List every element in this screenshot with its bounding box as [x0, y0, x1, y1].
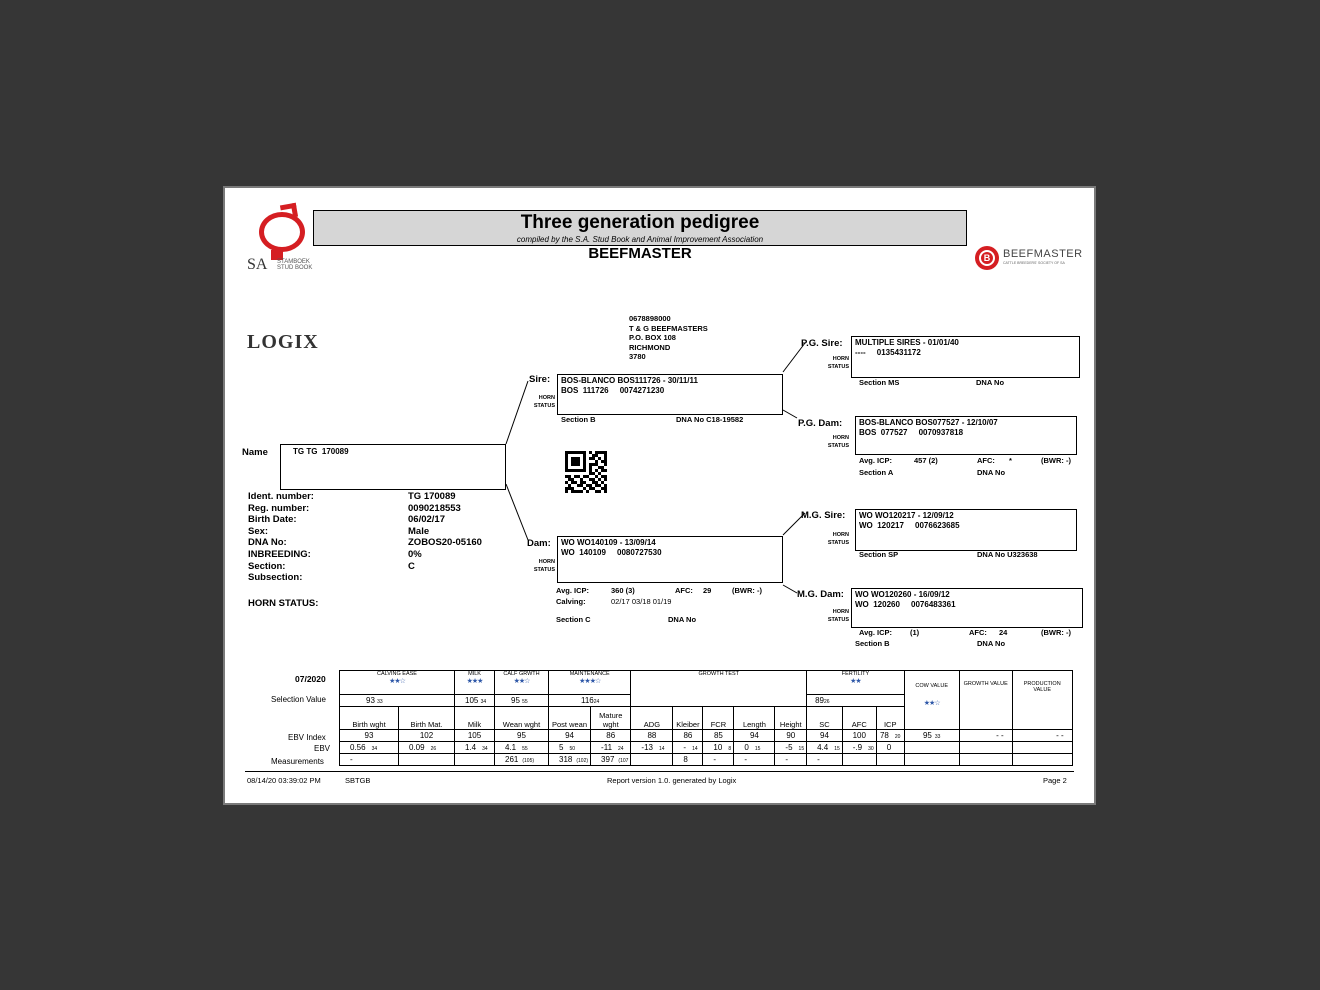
- measurement-empty-cell: [959, 754, 1012, 766]
- ebv-empty-cell: [1012, 742, 1072, 754]
- ebv-index-cell: [399, 730, 455, 742]
- sex-value: Male: [408, 525, 430, 537]
- dna-label: DNA No:: [248, 537, 287, 549]
- subsection-label: Subsection:: [248, 572, 303, 584]
- beefmaster-logo-subtext: CATTLE BREEDERS' SOCIETY OF SA: [1003, 261, 1065, 265]
- ebv-cell: [399, 742, 455, 754]
- sire-line1: BOS-BLANCO BOS111726 - 30/11/11: [561, 376, 698, 385]
- measurement-row: [340, 754, 1073, 766]
- ebv-index-cell: [549, 730, 591, 742]
- calf-growth-selection: 95: [511, 696, 520, 705]
- pg-dam-line2: BOS 077527 0070937818: [859, 428, 964, 437]
- measurement-value: -: [785, 755, 789, 764]
- measurement-cell: [495, 754, 549, 766]
- calving-ease-stars: ★★☆: [389, 678, 405, 685]
- calving-ease-selection-acc: 33: [377, 699, 383, 705]
- ebv-index-value: 86: [683, 731, 693, 740]
- measurement-cell: [734, 754, 775, 766]
- ebv-accuracy: 55: [522, 746, 528, 752]
- ebv-index-value: 100: [852, 731, 866, 740]
- measurement-cell: [842, 754, 876, 766]
- pg-dam-icp: 457 (2): [914, 456, 938, 465]
- ebv-value: 4.1: [505, 743, 517, 752]
- ebv-accuracy: 26: [430, 746, 437, 752]
- measurement-value: 261: [505, 755, 519, 764]
- measurement-value: -: [713, 755, 717, 764]
- birthdate-label: Birth Date:: [248, 514, 297, 526]
- fertility-selection: 89: [815, 696, 825, 705]
- ebv-column-header: Post wean: [549, 707, 591, 730]
- ebv-cell: [673, 742, 703, 754]
- dam-dna: DNA No: [668, 615, 697, 624]
- fertility-selection-acc: 26: [824, 699, 830, 705]
- ebv-cell: [340, 742, 399, 754]
- mg-sire-horn-status: [819, 531, 849, 547]
- ebv-date: 07/2020: [295, 674, 326, 684]
- ebv-index-row: [340, 730, 1073, 742]
- measurement-cell: [549, 754, 591, 766]
- sa-logo-text: SA: [247, 256, 268, 273]
- mg-sire-line2: WO 120217 0076623685: [859, 521, 960, 530]
- measurement-sub: (107: [618, 758, 629, 764]
- ebv-column-header: ADG: [631, 707, 673, 730]
- mg-dam-status-label: STATUS: [827, 617, 849, 623]
- page-title: Three generation pedigree: [520, 212, 760, 233]
- owner-phone: 0678898000: [629, 314, 671, 323]
- ebv-index-value: 95: [517, 731, 526, 740]
- fertility-group: FERTILITY: [841, 671, 870, 677]
- measurement-cell: [399, 754, 455, 766]
- ebv-accuracy: 15: [754, 746, 761, 752]
- calving-ease-group: CALVING EASE: [377, 671, 417, 677]
- ebv-group-row: [340, 671, 1073, 695]
- pg-dam-horn-status: [819, 434, 849, 450]
- measurement-value: -: [817, 755, 820, 764]
- ebv-index-cell: [703, 730, 734, 742]
- logix-logo: LOGIX: [247, 331, 319, 353]
- pg-dam-line1: BOS-BLANCO BOS077527 - 12/10/07: [859, 418, 998, 427]
- sire-line2: BOS 111726 0074271230: [561, 386, 665, 395]
- ebv-value: -5: [785, 743, 793, 752]
- page-subtitle: compiled by the S.A. Stud Book and Animal Improvement Association: [516, 235, 764, 244]
- ebv-value: 1.4: [465, 743, 477, 752]
- production-value-group: PRODUCTION VALUE: [1012, 671, 1072, 730]
- dam-line1: WO WO140109 - 13/09/14: [561, 538, 656, 547]
- sa-logo-line1: STAMBOEK: [277, 259, 310, 265]
- mg-sire-horn-label: HORN: [832, 532, 849, 538]
- dam-status-label: STATUS: [533, 567, 555, 573]
- pg-sire-section: Section MS: [859, 378, 900, 387]
- ebv-value: -: [683, 743, 687, 752]
- ebv-cell: [455, 742, 495, 754]
- ebv-value: 0: [886, 743, 892, 752]
- reg-value: 0090218553: [408, 502, 461, 514]
- sire-dna: DNA No C18-19582: [676, 415, 744, 424]
- ebv-accuracy: 8: [728, 746, 732, 752]
- measurement-sub: (105): [522, 758, 535, 764]
- selection-value-label: Selection Value: [271, 695, 326, 704]
- measurement-cell: [673, 754, 703, 766]
- ebv-index-cell: [631, 730, 673, 742]
- ebv-column-header: Birth Mat.: [399, 707, 455, 730]
- sire-status-label: STATUS: [533, 403, 555, 409]
- dam-box: [557, 536, 783, 583]
- beefmaster-logo-text: BEEFMASTER: [1003, 248, 1083, 260]
- dam-section: Section C: [556, 615, 591, 624]
- mg-sire-line1: WO WO120217 - 12/09/12: [859, 511, 954, 520]
- ebv-column-header: Milk: [455, 707, 495, 730]
- fertility-stars: ★★: [850, 678, 861, 685]
- pg-dam-section: Section A: [859, 468, 894, 477]
- measurements-label: Measurements: [271, 757, 324, 766]
- sa-logo-line2: STUD BOOK: [277, 265, 313, 271]
- measurement-value: 8: [683, 755, 688, 764]
- production-value: - -: [1012, 730, 1072, 742]
- footer-code: SBTGB: [345, 776, 371, 785]
- ebv-accuracy: 34: [482, 746, 488, 752]
- sex-label: Sex:: [248, 525, 269, 537]
- dam-horn-label: HORN: [538, 559, 555, 565]
- dam-label: Dam:: [527, 538, 551, 549]
- ebv-cell: [807, 742, 843, 754]
- mg-sire-box: [855, 509, 1077, 551]
- ebv-index-icp-acc: 20: [894, 734, 901, 740]
- owner-code: 3780: [629, 352, 646, 361]
- milk-selection-acc: 34: [480, 699, 487, 705]
- footer-page: Page 2: [1043, 776, 1067, 785]
- inbreeding-label: INBREEDING:: [248, 548, 311, 560]
- ebv-column-header: Mature wght: [591, 707, 631, 730]
- pg-sire-line2: ---- 0135431172: [855, 348, 921, 357]
- ebv-index-value: 105: [467, 731, 482, 740]
- section-label: Section:: [248, 560, 286, 572]
- milk-selection: 105: [465, 696, 479, 705]
- ebv-column-header: ICP: [876, 707, 904, 730]
- pedigree-document: [223, 186, 1096, 805]
- ebv-accuracy: 24: [618, 746, 624, 752]
- pg-dam-afc-label: AFC:: [977, 456, 995, 465]
- ebv-index-cell: [455, 730, 495, 742]
- ebv-index-value: 94: [749, 731, 759, 740]
- mg-dam-horn-label: HORN: [832, 609, 849, 615]
- calving-ease-selection: 93: [366, 696, 375, 705]
- mg-dam-label: M.G. Dam:: [797, 589, 844, 600]
- ebv-index-value: 85: [713, 731, 723, 740]
- ebv-column-header: Birth wght: [340, 707, 399, 730]
- reg-label: Reg. number:: [248, 502, 310, 514]
- owner-box: P.O. BOX 108: [629, 333, 676, 342]
- mg-dam-section: Section B: [855, 639, 890, 648]
- mg-sire-section: Section SP: [859, 550, 899, 559]
- calf-growth-stars: ★★☆: [513, 678, 530, 685]
- ident-label: Ident. number:: [248, 491, 314, 502]
- ebv-accuracy: 14: [692, 746, 698, 752]
- animal-detail-values: [408, 491, 482, 572]
- ebv-empty-cell: [904, 742, 959, 754]
- ebv-index-value: 94: [820, 731, 829, 740]
- ebv-index-value: 93: [364, 731, 374, 740]
- growth-test-group: GROWTH TEST: [631, 671, 807, 707]
- ebv-index-label: EBV Index: [288, 733, 326, 742]
- ebv-cell: [775, 742, 807, 754]
- ebv-cell: [495, 742, 549, 754]
- pg-sire-line1: MULTIPLE SIRES - 01/01/40: [855, 338, 959, 347]
- measurement-cell: [340, 754, 399, 766]
- measurement-cell: [591, 754, 631, 766]
- birthdate-value: 06/02/17: [408, 514, 445, 526]
- maintenance-group: MAINTENANCE: [569, 671, 610, 677]
- mg-dam-line2: WO 120260 0076483361: [855, 600, 956, 609]
- pg-dam-status-label: STATUS: [827, 443, 849, 449]
- ebv-column-header: FCR: [703, 707, 734, 730]
- dna-value: ZOBOS20-05160: [408, 537, 482, 549]
- dam-afc: 29: [703, 586, 712, 595]
- pg-dam-box: [855, 416, 1077, 455]
- ebv-label: EBV: [314, 744, 331, 753]
- mg-dam-afc-label: AFC:: [969, 628, 987, 637]
- ebv-accuracy: 15: [834, 746, 840, 752]
- pg-sire-status-label: STATUS: [827, 364, 849, 370]
- animal-name-box: [280, 444, 506, 490]
- mg-dam-icp-label: Avg. ICP:: [859, 628, 893, 637]
- measurement-cell: [703, 754, 734, 766]
- ebv-index-cell: [775, 730, 807, 742]
- pg-sire-box: [851, 336, 1080, 378]
- ident-value: TG 170089: [408, 491, 456, 502]
- ebv-index-value: 94: [565, 731, 574, 740]
- mg-dam-dna: DNA No: [977, 639, 1006, 648]
- animal-details: [248, 491, 314, 584]
- ebv-accuracy: 30: [868, 746, 874, 752]
- ebv-cell: [703, 742, 734, 754]
- ebv-value: 0.09: [409, 743, 425, 752]
- footer-datetime: 08/14/20 03:39:02 PM: [247, 776, 321, 785]
- ebv-value: 0: [744, 743, 749, 752]
- measurement-cell: [807, 754, 843, 766]
- ebv-index-cell: [673, 730, 703, 742]
- ebv-accuracy: 14: [658, 746, 665, 752]
- measurement-value: 397: [601, 755, 615, 764]
- dam-afc-label: AFC:: [675, 586, 693, 595]
- ebv-index-cell: [876, 730, 904, 742]
- ebv-cell: [591, 742, 631, 754]
- measurement-cell: [775, 754, 807, 766]
- milk-stars: ★★★: [466, 678, 483, 685]
- dam-calving-label: Calving:: [556, 597, 586, 606]
- ebv-value: -.9: [852, 743, 863, 752]
- mg-dam-bwr: (BWR: -): [1041, 628, 1071, 637]
- sire-horn-status: [525, 394, 555, 410]
- measurement-value: 318: [559, 755, 573, 764]
- dam-bwr: (BWR: -): [732, 586, 762, 595]
- dam-icp-label: Avg. ICP:: [556, 586, 590, 595]
- ebv-empty-cell: [959, 742, 1012, 754]
- pg-sire-horn-status: [819, 355, 849, 371]
- ebv-index-value: 86: [606, 731, 616, 740]
- ebv-index-cell: [734, 730, 775, 742]
- ebv-index-cell: [842, 730, 876, 742]
- ebv-value: 4.4: [817, 743, 829, 752]
- maintenance-selection: 116: [581, 696, 594, 705]
- mg-dam-line1: WO WO120260 - 16/09/12: [855, 590, 950, 599]
- sire-box: [557, 374, 783, 415]
- measurement-value: -: [744, 755, 748, 764]
- calf-growth-group: CALF GRWTH: [503, 671, 540, 677]
- beefmaster-logo: B BEEFMASTER CATTLE BREEDERS' SOCIETY OF SA: [975, 246, 1085, 274]
- breed-name: BEEFMASTER: [588, 245, 692, 262]
- ebv-column-header: Height: [775, 707, 807, 730]
- owner-town: RICHMOND: [629, 342, 671, 352]
- pg-dam-afc: *: [1009, 456, 1012, 465]
- dam-calving: 02/17 03/18 01/19: [611, 597, 672, 606]
- ebv-column-header: Wean wght: [495, 707, 549, 730]
- animal-name: TG TG 170089: [293, 447, 349, 456]
- ebv-value: 5: [559, 743, 564, 752]
- measurement-empty-cell: [1012, 754, 1072, 766]
- measurement-sub: (102): [576, 758, 589, 764]
- mg-sire-dna: DNA No U323638: [977, 550, 1038, 559]
- mg-dam-horn-status: [819, 608, 849, 624]
- ebv-index-value: 78: [879, 731, 889, 740]
- pg-dam-horn-label: HORN: [832, 435, 849, 441]
- ebv-value: -11: [601, 743, 613, 752]
- footer-report: Report version 1.0. generated by Logix: [607, 776, 737, 785]
- ebv-cell: [549, 742, 591, 754]
- ebv-value-row: [340, 742, 1073, 754]
- ebv-index-cell: [807, 730, 843, 742]
- sire-section: Section B: [561, 415, 596, 424]
- sire-label: Sire:: [529, 374, 551, 385]
- measurement-cell: [455, 754, 495, 766]
- pg-sire-horn-label: HORN: [832, 356, 849, 362]
- ebv-cell: [876, 742, 904, 754]
- cow-value: 95: [922, 731, 932, 740]
- pg-sire-label: P.G. Sire:: [801, 338, 843, 349]
- ebv-index-cell: [340, 730, 399, 742]
- cow-value-group: COW VALUE: [915, 683, 948, 689]
- growth-value-group: GROWTH VALUE: [959, 671, 1012, 730]
- section-value: C: [408, 560, 415, 572]
- pg-dam-dna: DNA No: [977, 468, 1006, 477]
- ebv-index-cell: [591, 730, 631, 742]
- pg-dam-label: P.G. Dam:: [798, 418, 843, 429]
- animal-name-label: Name: [242, 447, 268, 458]
- mg-dam-box: [851, 588, 1083, 628]
- maintenance-stars: ★★★☆: [579, 678, 601, 685]
- ebv-accuracy: 50: [569, 746, 576, 752]
- ebv-column-header: Length: [734, 707, 775, 730]
- qr-code: [565, 451, 607, 493]
- inbreeding-value: 0%: [408, 548, 422, 560]
- mg-dam-afc: 24: [999, 628, 1008, 637]
- ebv-column-header: SC: [807, 707, 843, 730]
- ebv-index-value: 88: [647, 731, 657, 740]
- ebv-table: [339, 670, 1073, 766]
- milk-group: MILK: [468, 671, 481, 677]
- calf-growth-selection-acc: 55: [522, 699, 528, 705]
- sire-horn-label: HORN: [538, 395, 555, 401]
- ebv-cell: [842, 742, 876, 754]
- pg-dam-icp-label: Avg. ICP:: [859, 456, 893, 465]
- qr-module: [604, 490, 607, 493]
- dam-line2: WO 140109 0080727530: [561, 548, 662, 557]
- ebv-column-header: Kleiber: [673, 707, 703, 730]
- ebv-index-value: 102: [419, 731, 434, 740]
- ebv-index-value: 90: [786, 731, 796, 740]
- ebv-accuracy: 15: [798, 746, 805, 752]
- mg-sire-status-label: STATUS: [827, 540, 849, 546]
- measurement-empty-cell: [904, 754, 959, 766]
- ebv-column-header: AFC: [842, 707, 876, 730]
- ebv-accuracy: 34: [371, 746, 378, 752]
- owner-name: T & G BEEFMASTERS: [629, 323, 708, 333]
- footer-divider: [245, 771, 1074, 772]
- measurement-value: -: [350, 755, 353, 764]
- ebv-value: 0.56: [350, 743, 366, 752]
- maintenance-selection-acc: 24: [593, 699, 600, 705]
- cow-value-cell: [904, 730, 959, 742]
- pg-dam-bwr: (BWR: -): [1041, 456, 1071, 465]
- ebv-cell: [631, 742, 673, 754]
- measurement-cell: [631, 754, 673, 766]
- dam-icp: 360 (3): [611, 586, 635, 595]
- dam-horn-status: [525, 558, 555, 574]
- horn-status-label: HORN STATUS:: [248, 598, 319, 609]
- ebv-index-cell: [495, 730, 549, 742]
- ebv-cell: [734, 742, 775, 754]
- measurement-cell: [876, 754, 904, 766]
- ebv-value: -13: [641, 743, 653, 752]
- mg-dam-icp: (1): [910, 628, 920, 637]
- cow-value-stars: ★★☆: [923, 700, 940, 707]
- cow-value-acc: 33: [934, 734, 941, 740]
- pg-sire-dna: DNA No: [976, 378, 1005, 387]
- mg-sire-label: M.G. Sire:: [801, 510, 846, 521]
- ebv-value: 10: [713, 743, 723, 752]
- growth-value: - -: [959, 730, 1012, 742]
